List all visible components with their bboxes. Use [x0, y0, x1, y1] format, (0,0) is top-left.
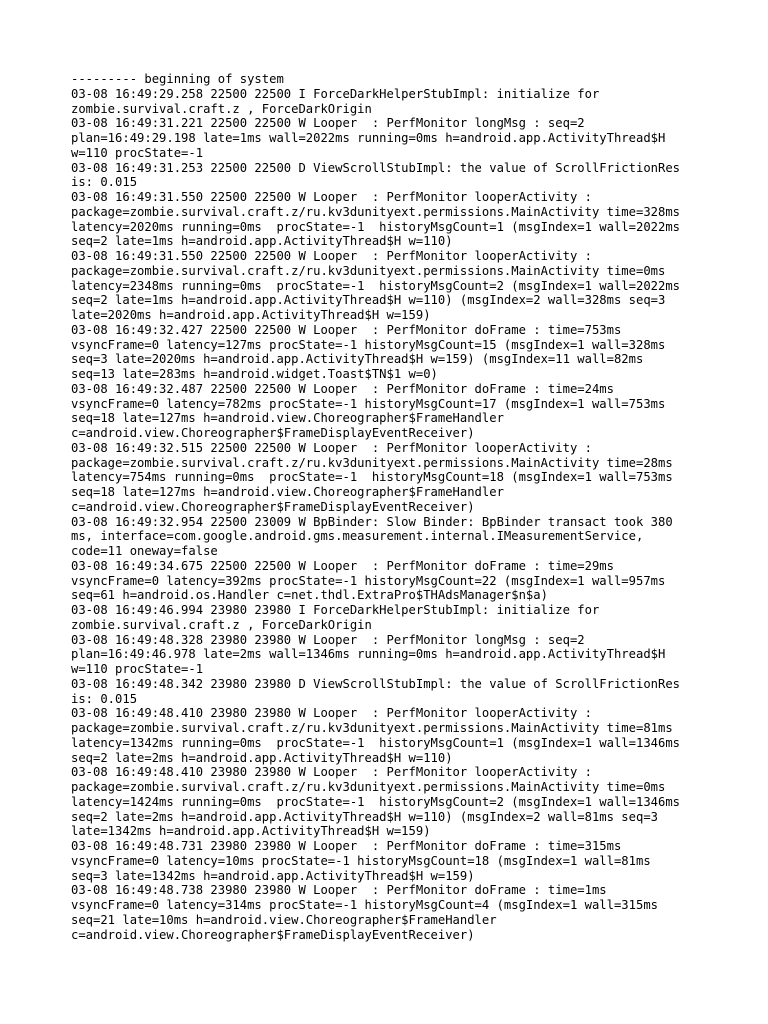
log-line: package=zombie.survival.craft.z/ru.kv3dunityext.permissions.MainActivity time=81ms	[71, 721, 673, 735]
log-line: seq=2 late=2ms h=android.app.ActivityThread$H w=110) (msgIndex=2 wall=81ms seq=3	[71, 809, 658, 824]
log-line: zombie.survival.craft.z , ForceDarkOrigin	[71, 101, 372, 116]
log-line: seq=18 late=127ms h=android.view.Choreographer$FrameHandler	[71, 411, 504, 426]
log-line: 03-08 16:49:29.258 22500 22500 I ForceDarkHelperStubImpl: initialize for	[71, 86, 600, 101]
log-line: zombie.survival.craft.z , ForceDarkOrigin	[71, 617, 372, 632]
log-line: latency=1342ms running=0ms procState=-1 historyMsgCount=1 (msgIndex=1 wall=1346ms	[71, 735, 681, 750]
log-line: seq=13 late=283ms h=android.widget.Toast$TN$1 w=0)	[71, 367, 438, 381]
log-line: code=11 oneway=false	[71, 544, 218, 558]
log-line: 03-08 16:49:31.550 22500 22500 W Looper : PerfMonitor looperActivity :	[71, 190, 592, 204]
log-line: seq=21 late=10ms h=android.view.Choreographer$FrameHandler	[71, 912, 497, 927]
log-line: c=android.view.Choreographer$FrameDisplayEventReceiver)	[71, 927, 475, 942]
log-line: 03-08 16:49:48.738 23980 23980 W Looper : PerfMonitor doFrame : time=1ms	[71, 883, 607, 898]
log-line: 03-08 16:49:32.487 22500 22500 W Looper : PerfMonitor doFrame : time=24ms	[71, 381, 614, 396]
log-line: w=110 procState=-1	[71, 662, 204, 676]
log-line: vsyncFrame=0 latency=127ms procState=-1 historyMsgCount=15 (msgIndex=1 wall=328ms	[71, 337, 666, 352]
log-line: 03-08 16:49:46.994 23980 23980 I ForceDarkHelperStubImpl: initialize for	[71, 603, 600, 617]
log-line: plan=16:49:29.198 late=1ms wall=2022ms running=0ms h=android.app.ActivityThread$H	[71, 131, 666, 145]
log-line: 03-08 16:49:48.328 23980 23980 W Looper : PerfMonitor longMsg : seq=2	[71, 632, 585, 647]
log-line: seq=3 late=1342ms h=android.app.ActivityThread$H w=159)	[71, 868, 475, 883]
log-line: 03-08 16:49:34.675 22500 22500 W Looper : PerfMonitor doFrame : time=29ms	[71, 558, 614, 573]
log-line: is: 0.015	[71, 175, 138, 190]
log-line: late=1342ms h=android.app.ActivityThread$H w=159)	[71, 824, 431, 839]
log-line: 03-08 16:49:48.410 23980 23980 W Looper : PerfMonitor looperActivity :	[71, 765, 592, 780]
log-line: seq=2 late=1ms h=android.app.ActivityThread$H w=110)	[71, 234, 453, 249]
log-line: ms, interface=com.google.android.gms.measurement.internal.IMeasurementService,	[71, 529, 644, 544]
log-line: 03-08 16:49:48.410 23980 23980 W Looper : PerfMonitor looperActivity :	[71, 706, 592, 721]
log-line: vsyncFrame=0 latency=392ms procState=-1 historyMsgCount=22 (msgIndex=1 wall=957ms	[71, 573, 666, 588]
log-line: seq=2 late=1ms h=android.app.ActivityThread$H w=110) (msgIndex=2 wall=328ms seq=3	[71, 293, 666, 308]
log-line: package=zombie.survival.craft.z/ru.kv3dunityext.permissions.MainActivity time=28ms	[71, 455, 673, 470]
log-document	[71, 72, 711, 942]
log-line: 03-08 16:49:32.515 22500 22500 W Looper : PerfMonitor looperActivity :	[71, 440, 592, 455]
log-line: 03-08 16:49:32.427 22500 22500 W Looper : PerfMonitor doFrame : time=753ms	[71, 322, 622, 337]
log-line: latency=754ms running=0ms procState=-1 historyMsgCount=18 (msgIndex=1 wall=753ms	[71, 470, 673, 485]
log-line: seq=2 late=2ms h=android.app.ActivityThread$H w=110)	[71, 750, 453, 765]
log-line: latency=2020ms running=0ms procState=-1 historyMsgCount=1 (msgIndex=1 wall=2022ms	[71, 219, 681, 234]
log-line: --------- beginning of system	[71, 72, 284, 86]
log-line: latency=1424ms running=0ms procState=-1 historyMsgCount=2 (msgIndex=1 wall=1346ms	[71, 794, 681, 809]
log-line: vsyncFrame=0 latency=10ms procState=-1 historyMsgCount=18 (msgIndex=1 wall=81ms	[71, 853, 651, 868]
log-line: vsyncFrame=0 latency=314ms procState=-1 historyMsgCount=4 (msgIndex=1 wall=315ms	[71, 898, 658, 912]
log-line: 03-08 16:49:31.221 22500 22500 W Looper : PerfMonitor longMsg : seq=2	[71, 116, 585, 131]
log-line: seq=61 h=android.os.Handler c=net.thdl.ExtraPro$THAdsManager$n$a)	[71, 588, 548, 603]
log-line: late=2020ms h=android.app.ActivityThread$H w=159)	[71, 308, 431, 322]
log-line: plan=16:49:46.978 late=2ms wall=1346ms running=0ms h=android.app.ActivityThread$H	[71, 647, 666, 662]
log-line: package=zombie.survival.craft.z/ru.kv3dunityext.permissions.MainActivity time=0ms	[71, 780, 666, 794]
log-line: vsyncFrame=0 latency=782ms procState=-1 historyMsgCount=17 (msgIndex=1 wall=753ms	[71, 396, 666, 411]
log-line: is: 0.015	[71, 691, 138, 706]
log-line: package=zombie.survival.craft.z/ru.kv3dunityext.permissions.MainActivity time=0ms	[71, 263, 666, 278]
log-line: package=zombie.survival.craft.z/ru.kv3dunityext.permissions.MainActivity time=328ms	[71, 204, 681, 219]
log-line: 03-08 16:49:48.731 23980 23980 W Looper : PerfMonitor doFrame : time=315ms	[71, 839, 622, 853]
log-line: latency=2348ms running=0ms procState=-1 historyMsgCount=2 (msgIndex=1 wall=2022ms	[71, 278, 681, 293]
log-line: 03-08 16:49:32.954 22500 23009 W BpBinder: Slow Binder: BpBinder transact took 380	[71, 514, 673, 529]
log-line: c=android.view.Choreographer$FrameDisplayEventReceiver)	[71, 499, 475, 514]
log-line: 03-08 16:49:31.253 22500 22500 D ViewScrollStubImpl: the value of ScrollFrictionRes	[71, 160, 681, 175]
log-line: seq=18 late=127ms h=android.view.Choreographer$FrameHandler	[71, 485, 504, 499]
log-line: c=android.view.Choreographer$FrameDisplayEventReceiver)	[71, 426, 475, 440]
log-line: seq=3 late=2020ms h=android.app.ActivityThread$H w=159) (msgIndex=11 wall=82ms	[71, 352, 644, 367]
log-line: 03-08 16:49:48.342 23980 23980 D ViewScrollStubImpl: the value of ScrollFrictionRes	[71, 676, 681, 691]
log-line: 03-08 16:49:31.550 22500 22500 W Looper : PerfMonitor looperActivity :	[71, 249, 592, 263]
log-line: w=110 procState=-1	[71, 145, 204, 160]
